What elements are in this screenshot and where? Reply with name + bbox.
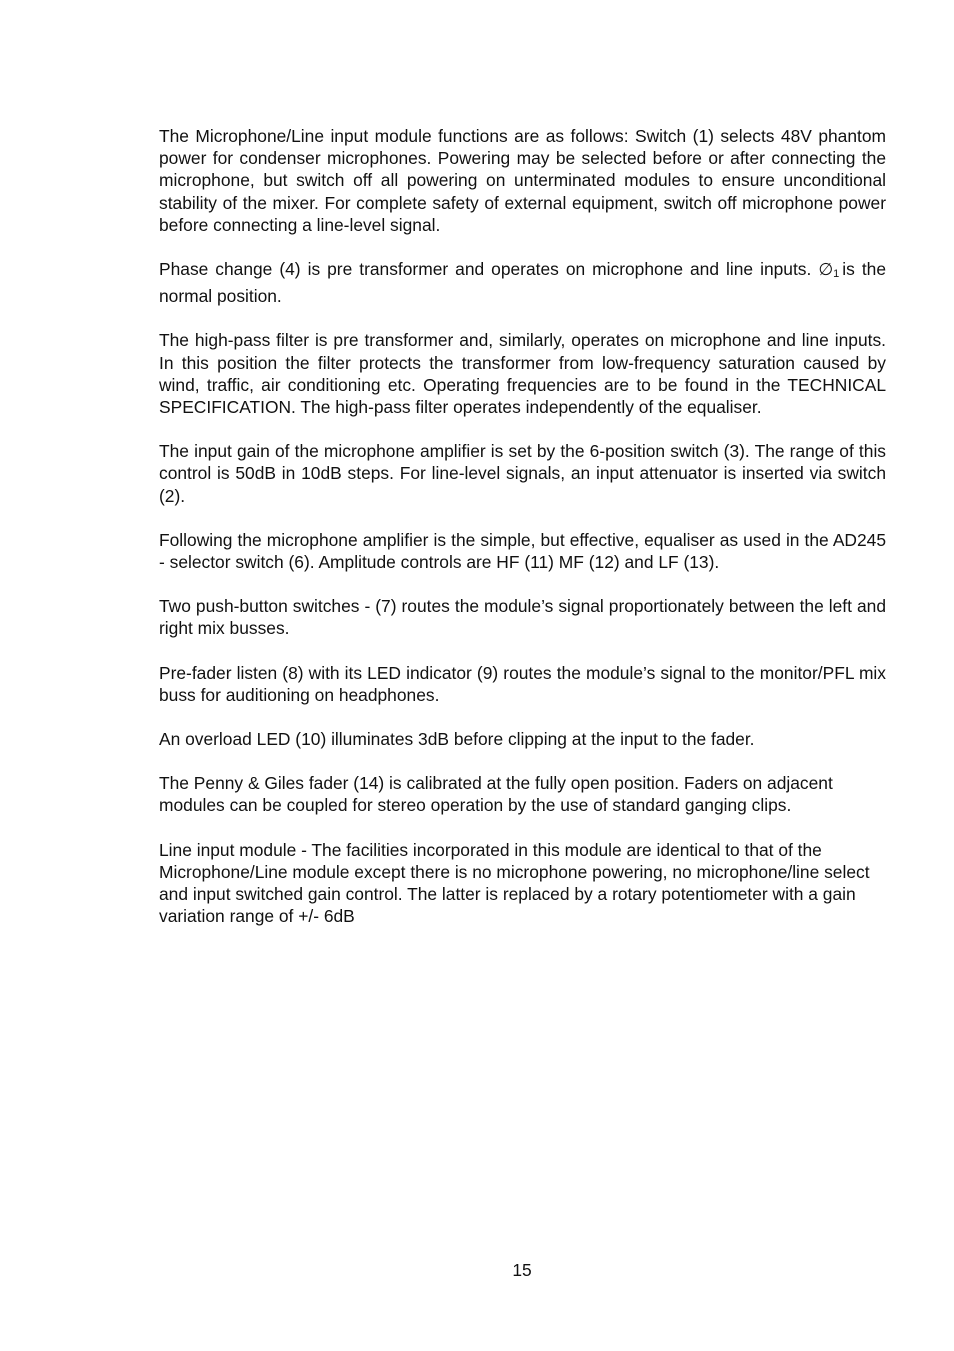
page-number: 15 bbox=[512, 1260, 532, 1280]
paragraph-high-pass-filter: The high-pass filter is pre transformer and, similarly, operates on microphone and line inputs. In this position the filter protects the transformer from low-frequency saturation caused by wind, traffic, air conditioning etc. Operating frequencies are to be found in the TECHNICAL SPECIFICATION. The high-pass filter operates independently of the equaliser. bbox=[159, 330, 886, 418]
paragraph-overload-led: An overload LED (10) illuminates 3dB before clipping at the input to the fader. bbox=[159, 729, 755, 750]
paragraph-push-button-switches: Two push-button switches - (7) routes the module’s signal proportionately between the left and right mix busses. bbox=[159, 596, 886, 639]
phase-change-text: Phase change (4) is pre transformer and operates on microphone and line inputs. bbox=[159, 259, 812, 280]
paragraph-fader: The Penny & Giles fader (14) is calibrated at the fully open position. Faders on adjacent modules can be coupled for stereo operation by the use of standard ganging clips. bbox=[159, 773, 833, 816]
paragraph-phase-change bbox=[159, 258, 886, 307]
phase-change-tail: is the normal position. bbox=[159, 259, 886, 307]
phase-symbol: ∅ bbox=[818, 260, 834, 281]
paragraph-pre-fader-listen: Pre-fader listen (8) with its LED indicator (9) routes the module’s signal to the monitor/PFL mix buss for auditioning on headphones. bbox=[159, 662, 886, 705]
phase-subscript: 1 bbox=[833, 268, 840, 281]
paragraph-input-gain: The input gain of the microphone amplifier is set by the 6-position switch (3). The range of this control is 50dB in 10dB steps. For line-level signals, an input attenuator is inserted via switch (2). bbox=[159, 441, 886, 506]
paragraph-equaliser: Following the microphone amplifier is the simple, but effective, equaliser as used in the AD245 - selector switch (6). Amplitude controls are HF (11) MF (12) and LF (13). bbox=[159, 529, 886, 573]
body-text bbox=[159, 125, 886, 949]
paragraph-phantom-power: The Microphone/Line input module functions are as follows: Switch (1) selects 48V phantom power for condenser microphones. Powering may be selected before or after connecting the microphone, but switch off all powering on unterminated modules to ensure unconditional stability of the mixer. For complete safety of external equipment, switch off microphone power before connecting a line-level signal. bbox=[159, 126, 886, 235]
paragraph-line-input-module: Line input module - The facilities incorporated in this module are identical to that of the Microphone/Line module except there is no microphone powering, no microphone/line select and input switched gain control. The latter is replaced by a rotary potentiometer with a gain variation range of +/- 6dB bbox=[159, 839, 870, 927]
